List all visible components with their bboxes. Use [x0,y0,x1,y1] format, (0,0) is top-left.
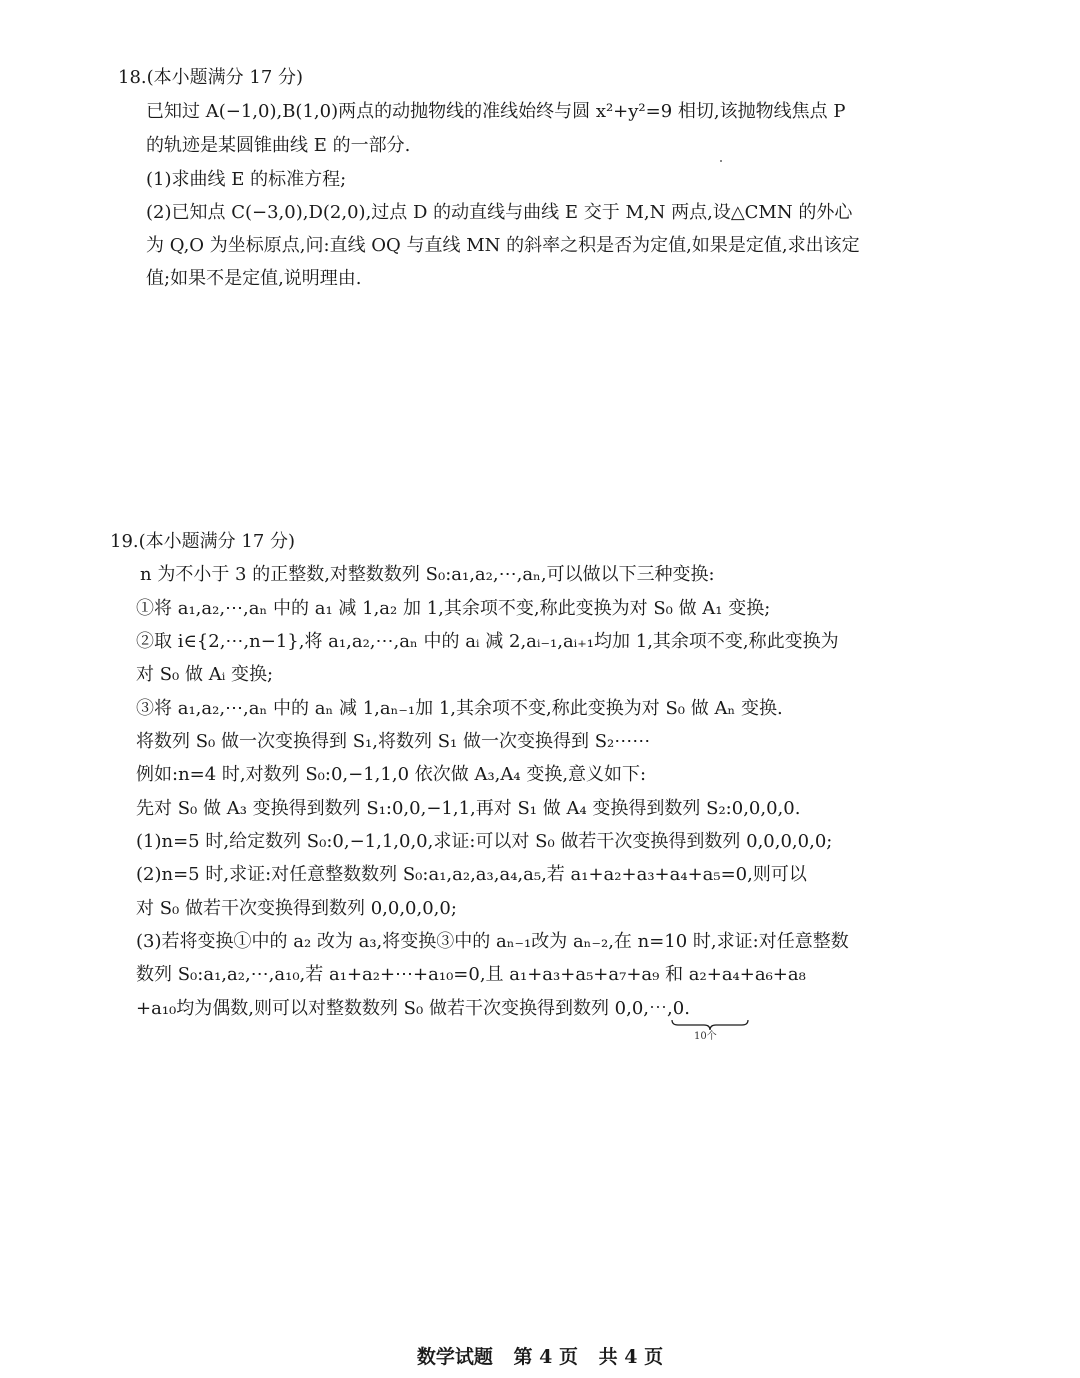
q19-line-13: 数列 S₀:a₁,a₂,⋯,a₁₀,若 a₁+a₂+⋯+a₁₀=0,且 a₁+a₃+a₅+a₇+a₉ 和 a₂+a₄+a₆+a₈ [136,964,806,985]
q19-line-14: +a₁₀均为偶数,则可以对整数数列 S₀ 做若干次变换得到数列 0,0,⋯,0. [136,998,690,1019]
q19-line-10: (2)n=5 时,求证:对任意整数数列 S₀:a₁,a₂,a₃,a₄,a₅,若 a₁+a₂+a₃+a₄+a₅=0,则可以 [136,864,807,885]
scan-speck [720,160,722,162]
q19-line-7: 例如:n=4 时,对数列 S₀:0,−1,1,0 依次做 A₃,A₄ 变换,意义如下: [136,764,647,785]
q19-line-2: ①将 a₁,a₂,⋯,aₙ 中的 a₁ 减 1,a₂ 加 1,其余项不变,称此变换为对 S₀ 做 A₁ 变换; [136,598,771,619]
q19-line-6: 将数列 S₀ 做一次变换得到 S₁,将数列 S₁ 做一次变换得到 S₂⋯⋯ [136,731,651,752]
q19-header: 19.(本小题满分 17 分) [110,531,296,552]
q19-line-9: (1)n=5 时,给定数列 S₀:0,−1,1,0,0,求证:可以对 S₀ 做若干次变换得到数列 0,0,0,0,0; [136,831,833,852]
underbrace-label: 10个 [694,1031,717,1042]
q19-line-1: n 为不小于 3 的正整数,对整数数列 S₀:a₁,a₂,⋯,aₙ,可以做以下三种变换: [140,564,715,585]
footer-subject: 数学试题 [416,1346,493,1368]
page-footer [0,1344,1080,1370]
q19-line-8: 先对 S₀ 做 A₃ 变换得到数列 S₁:0,0,−1,1,再对 S₁ 做 A₄ 变换得到数列 S₂:0,0,0,0. [136,798,801,819]
q18-header: 18.(本小题满分 17 分) [118,67,304,88]
q18-line-4: (2)已知点 C(−3,0),D(2,0),过点 D 的动直线与曲线 E 交于 M,N 两点,设△CMN 的外心 [146,202,853,223]
q18-line-3: (1)求曲线 E 的标准方程; [146,169,347,190]
q19-line-3: ②取 i∈{2,⋯,n−1},将 a₁,a₂,⋯,aₙ 中的 aᵢ 减 2,aᵢ₋₁,aᵢ₊₁均加 1,其余项不变,称此变换为 [136,631,839,652]
q18-line-1: 已知过 A(−1,0),B(1,0)两点的动抛物线的准线始终与圆 x²+y²=9 相切,该抛物线焦点 P [146,101,846,122]
q19-line-12: (3)若将变换①中的 a₂ 改为 a₃,将变换③中的 aₙ₋₁改为 aₙ₋₂,在 n=10 时,求证:对任意整数 [136,931,849,952]
q19-line-11: 对 S₀ 做若干次变换得到数列 0,0,0,0,0; [136,898,457,919]
q18-line-5: 为 Q,O 为坐标原点,问:直线 OQ 与直线 MN 的斜率之积是否为定值,如果是定值,求出该定 [146,235,860,256]
q18-line-2: 的轨迹是某圆锥曲线 E 的一部分. [146,135,411,156]
q19-line-5: ③将 a₁,a₂,⋯,aₙ 中的 aₙ 减 1,aₙ₋₁加 1,其余项不变,称此变换为对 S₀ 做 Aₙ 变换. [136,698,783,719]
footer-page-number: 第 4 页 [513,1346,578,1368]
footer-total-pages: 共 4 页 [598,1346,664,1368]
q18-line-6: 值;如果不是定值,说明理由. [146,268,362,289]
underbrace-shape [670,1018,750,1032]
q19-line-4: 对 S₀ 做 Aᵢ 变换; [136,664,274,685]
